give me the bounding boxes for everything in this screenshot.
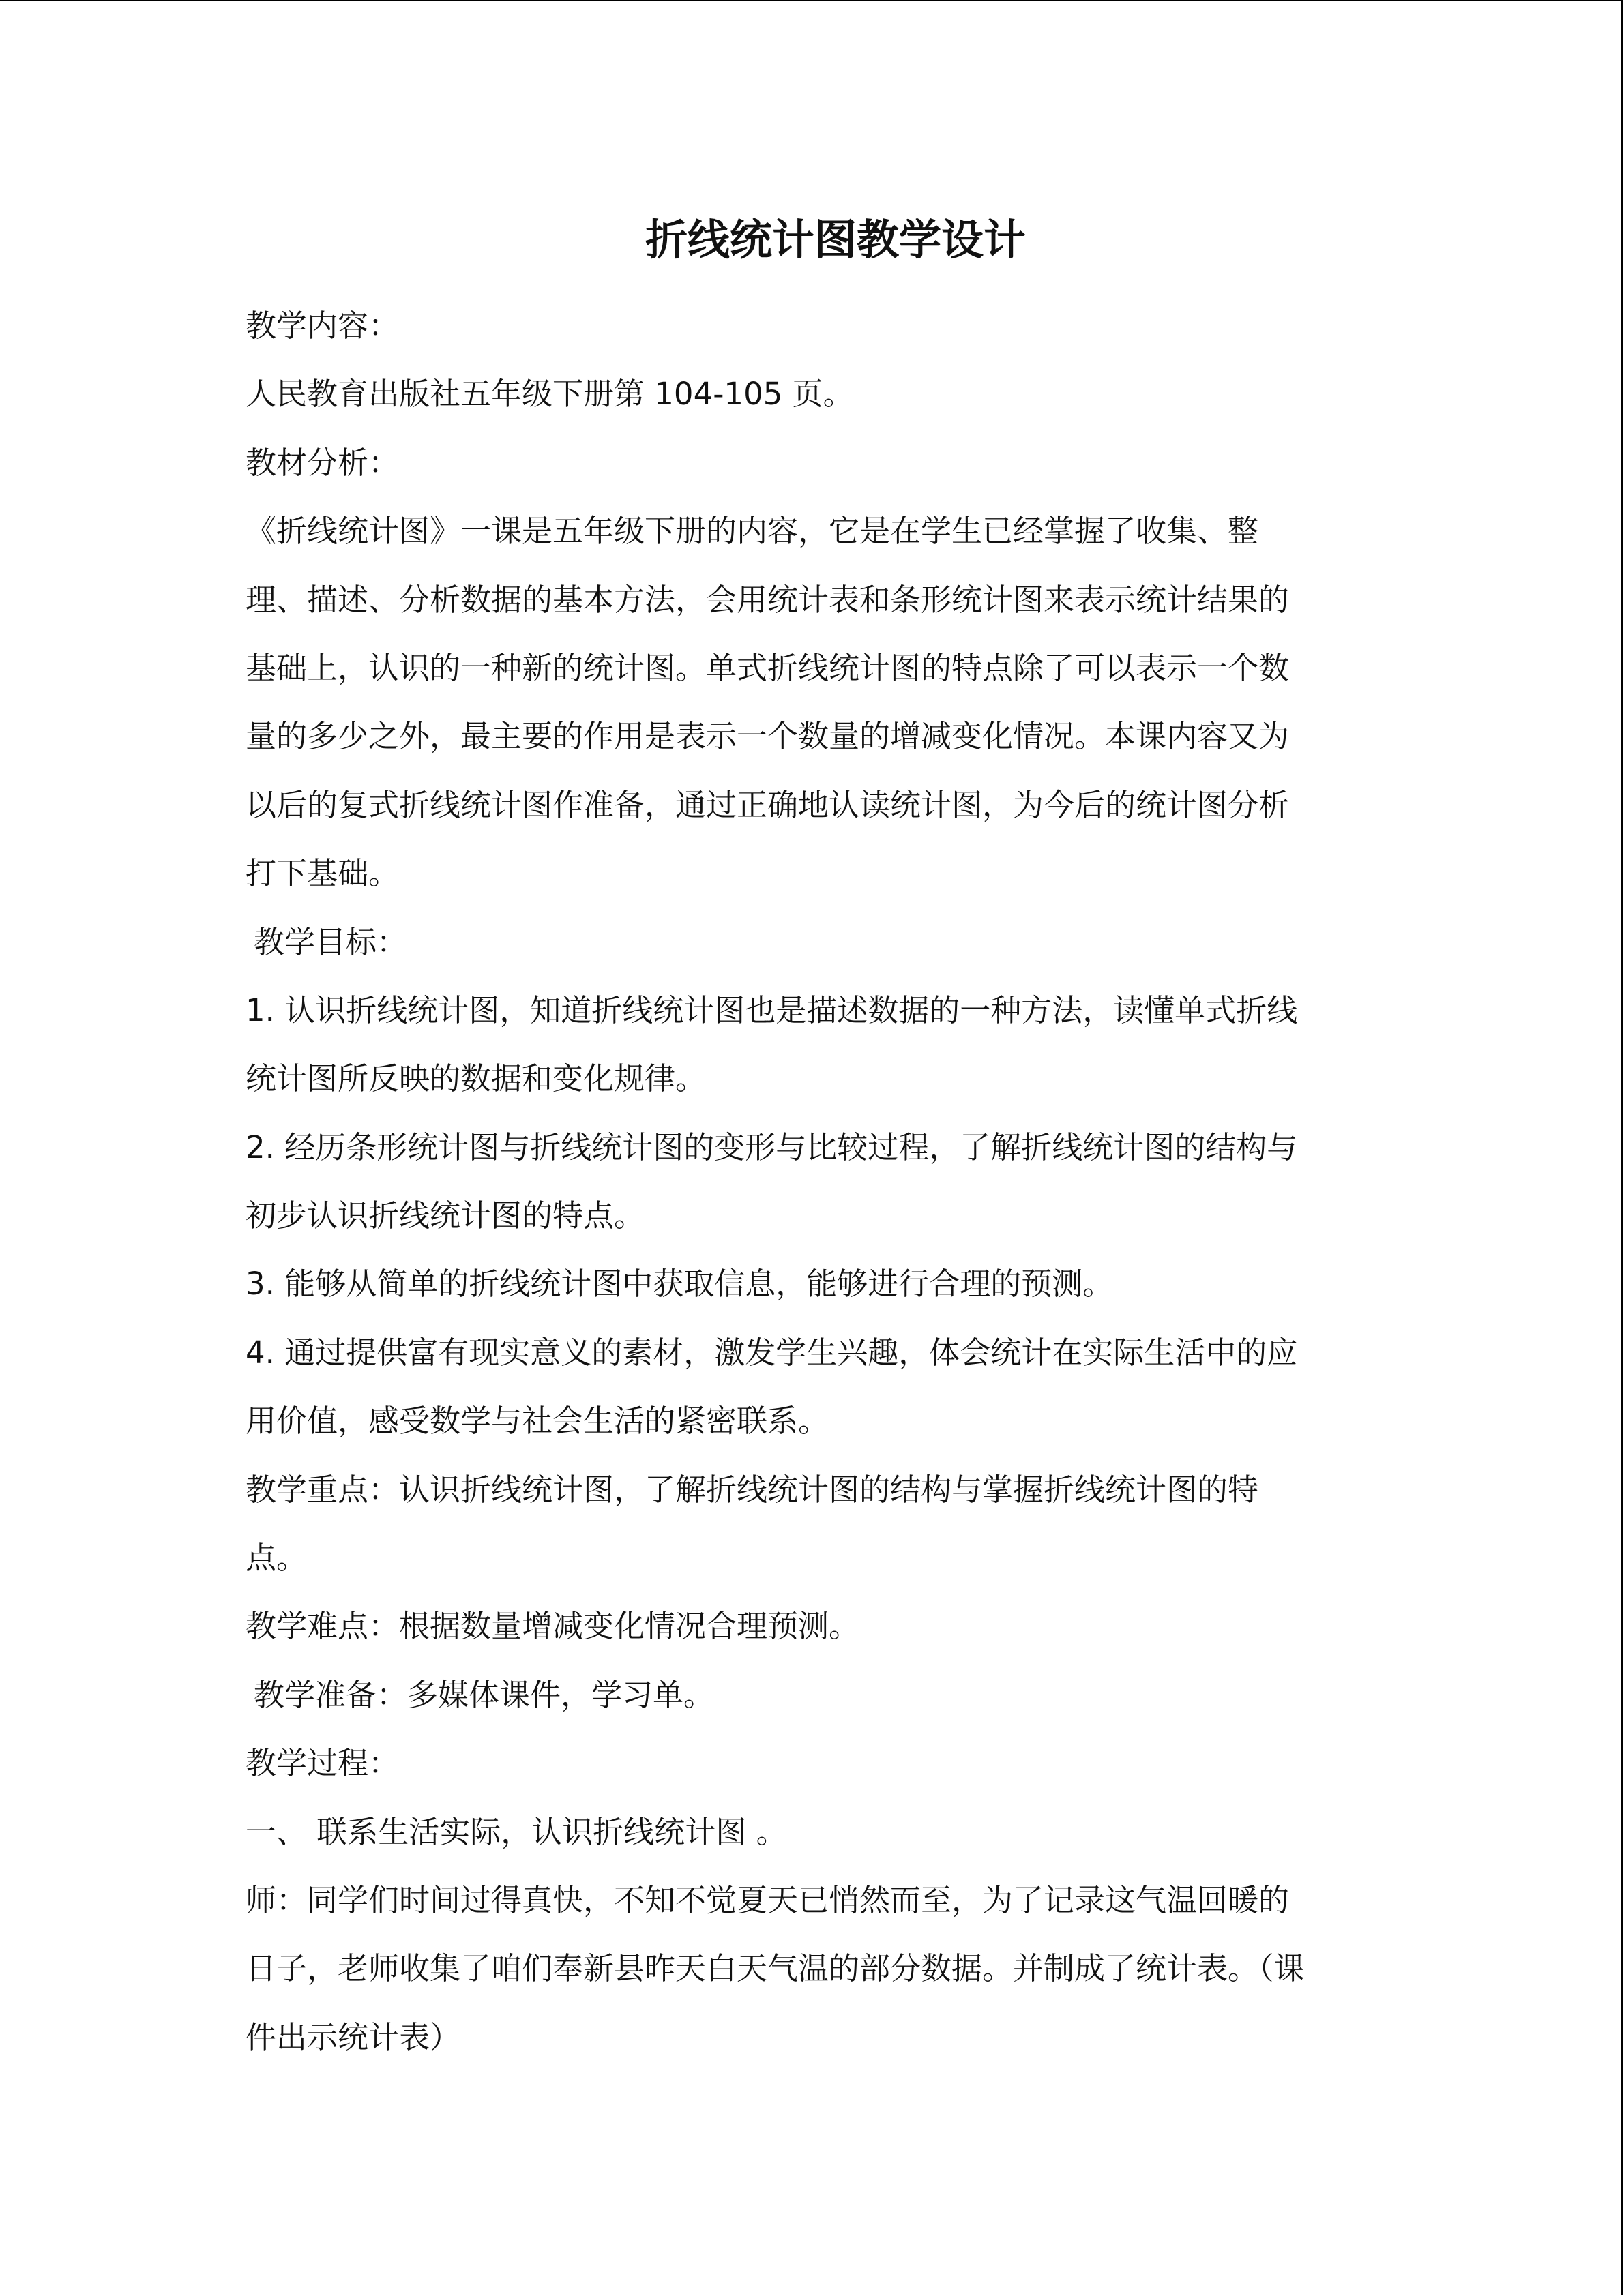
goal-line: 用价值，感受数学与社会生活的紧密联系。 (246, 1403, 829, 1440)
goal-line: 2. 经历条形统计图与折线统计图的变形与比较过程，了解折线统计图的结构与 (246, 1129, 1298, 1165)
section-heading-one: 一、 联系生活实际，认识折线统计图 。 (246, 1813, 787, 1850)
paragraph-line: 量的多少之外，最主要的作用是表示一个数量的增减变化情况。本课内容又为 (246, 718, 1290, 755)
heading-teaching-goals: 教学目标： (254, 923, 408, 960)
document-body (246, 292, 1385, 2072)
paragraph-line: 基础上，认识的一种新的统计图。单式折线统计图的特点除了可以表示一个数 (246, 649, 1290, 686)
goal-line: 统计图所反映的数据和变化规律。 (246, 1060, 707, 1097)
paragraph-line: 人民教育出版社五年级下册第 104-105 页。 (246, 376, 854, 413)
paragraph-line: 打下基础。 (246, 855, 400, 892)
paragraph-line: 以后的复式折线统计图作准备，通过正确地认读统计图，为今后的统计图分析 (246, 786, 1290, 823)
difficulty-line: 教学难点：根据数量增减变化情况合理预测。 (246, 1608, 860, 1645)
document-title: 折线统计图教学设计 (645, 215, 1026, 265)
goal-line: 初步认识折线统计图的特点。 (246, 1197, 645, 1234)
goal-line: 4. 通过提供富有现实意义的素材，激发学生兴趣，体会统计在实际生活中的应 (246, 1334, 1298, 1371)
preparation-line: 教学准备：多媒体课件，学习单。 (254, 1676, 715, 1713)
key-point-line: 教学重点：认识折线统计图，了解折线统计图的结构与掌握折线统计图的特 (246, 1471, 1259, 1508)
heading-teaching-content: 教学内容： (246, 308, 400, 344)
goal-line: 3. 能够从简单的折线统计图中获取信息，能够进行合理的预测。 (246, 1266, 1114, 1302)
key-point-line: 点。 (246, 1540, 308, 1577)
paragraph-line: 理、描述、分析数据的基本方法，会用统计表和条形统计图来表示统计结果的 (246, 581, 1290, 618)
dialogue-line: 件出示统计表） (246, 2018, 461, 2055)
goal-line: 1. 认识折线统计图，知道折线统计图也是描述数据的一种方法，读懂单式折线 (246, 992, 1298, 1028)
paragraph-line: 《折线统计图》一课是五年级下册的内容，它是在学生已经掌握了收集、整 (246, 513, 1259, 550)
heading-material-analysis: 教材分析： (246, 444, 400, 481)
dialogue-line: 师：同学们时间过得真快，不知不觉夏天已悄然而至，为了记录这气温回暖的 (246, 1881, 1290, 1918)
dialogue-line: 日子，老师收集了咱们奉新县昨天白天气温的部分数据。并制成了统计表。（课 (246, 1950, 1305, 1987)
heading-teaching-process: 教学过程： (246, 1745, 400, 1782)
